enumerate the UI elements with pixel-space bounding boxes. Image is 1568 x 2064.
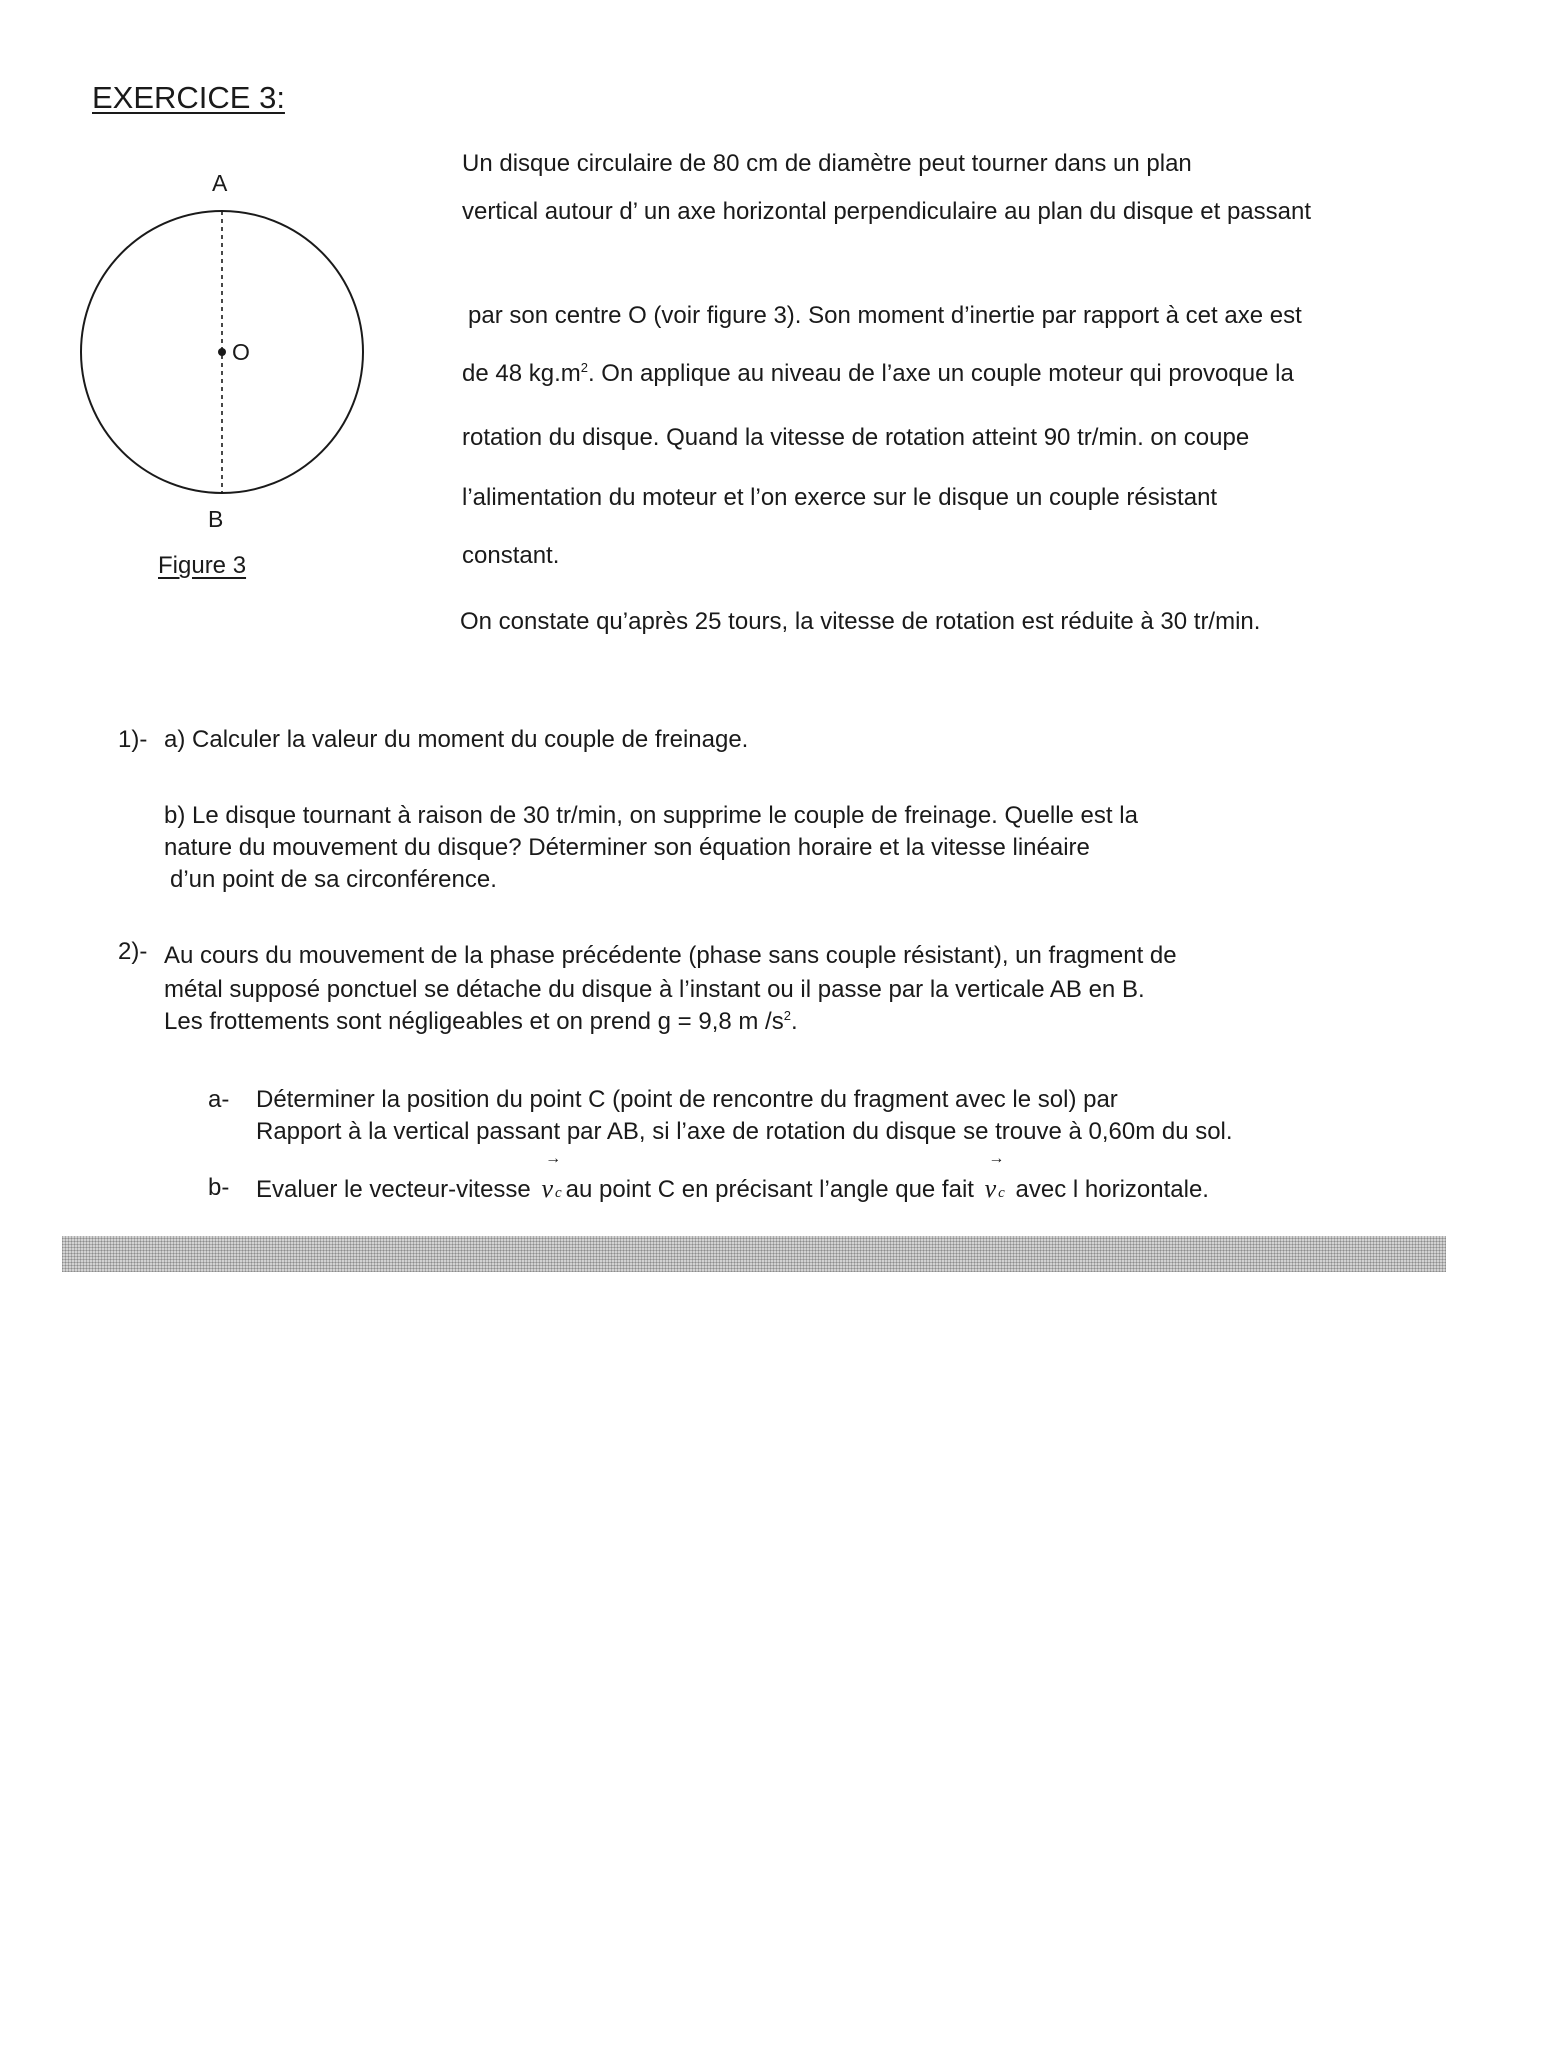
q2-line-gravity	[164, 1008, 798, 1036]
q1-a: a) Calculer la valeur du moment du couple de freinage.	[164, 726, 749, 753]
label-b: B	[208, 506, 224, 532]
vector-subscript: c	[555, 1185, 562, 1201]
statement-line: vertical autour d’ un axe horizontal perpendiculaire au plan du disque et passant	[462, 198, 1311, 225]
q2-b-text: au point C en précisant l’angle que fait	[565, 1176, 974, 1203]
q2-text: Les frottements sont négligeables et on prend g = 9,8 m /s	[164, 1008, 784, 1035]
q2-a-label: a-	[208, 1086, 230, 1113]
statement-text: . On applique au niveau de l’axe un couple moteur qui provoque la	[587, 360, 1294, 387]
vector-symbol: v	[984, 1174, 997, 1203]
statement-line: constant.	[462, 542, 560, 569]
exercise-title: EXERCICE 3:	[92, 80, 285, 115]
statement-line: Un disque circulaire de 80 cm de diamètre peut tourner dans un plan	[462, 150, 1192, 177]
q2-number: 2)-	[118, 938, 148, 965]
q1-number: 1)-	[118, 726, 148, 753]
q2-b-text: Evaluer le vecteur-vitesse	[256, 1176, 531, 1203]
q2-a-line: Rapport à la vertical passant par AB, si l’axe de rotation du disque se trouve à 0,60m du sol.	[256, 1118, 1233, 1145]
statement-line-inertia	[462, 360, 1294, 388]
label-a: A	[212, 170, 228, 196]
q2-line: Au cours du mouvement de la phase précédente (phase sans couple résistant), un fragment de	[164, 942, 1177, 969]
vector-arrow-icon: →	[545, 1150, 562, 1167]
q2-a-line: Déterminer la position du point C (point de rencontre du fragment avec le sol) par	[256, 1086, 1118, 1113]
statement-line: l’alimentation du moteur et l’on exerce sur le disque un couple résistant	[462, 484, 1218, 511]
q1-b-line: nature du mouvement du disque? Déterminer son équation horaire et la vitesse linéaire	[164, 834, 1090, 861]
velocity-vector-vc	[984, 1150, 1005, 1204]
q2-b-line	[256, 1150, 1209, 1204]
statement-line: On constate qu’après 25 tours, la vitesse de rotation est réduite à 30 tr/min.	[460, 608, 1261, 635]
shaded-separator-band	[62, 1236, 1446, 1272]
q1-b-line: b) Le disque tournant à raison de 30 tr/min, on supprime le couple de freinage. Quelle est la	[164, 802, 1138, 829]
superscript: 2	[580, 360, 588, 375]
statement-line: par son centre O (voir figure 3). Son moment d’inertie par rapport à cet axe est	[468, 302, 1302, 329]
vector-subscript: c	[998, 1185, 1005, 1201]
q2-b-label: b-	[208, 1174, 230, 1201]
label-o: O	[232, 339, 250, 365]
vector-symbol: v	[541, 1174, 553, 1203]
superscript: 2	[783, 1008, 791, 1023]
velocity-vector-vc	[541, 1150, 562, 1204]
figure-caption: Figure 3	[158, 552, 247, 579]
q2-b-text: avec l horizontale.	[1015, 1176, 1209, 1203]
statement-text: de 48 kg.m	[462, 360, 581, 387]
q1-b-line: d’un point de sa circonférence.	[170, 866, 497, 893]
q2-text: .	[790, 1008, 798, 1035]
vector-arrow-icon: →	[988, 1150, 1005, 1167]
statement-line: rotation du disque. Quand la vitesse de rotation atteint 90 tr/min. on coupe	[462, 424, 1250, 451]
q2-line: métal supposé ponctuel se détache du disque à l’instant ou il passe par la verticale AB en B.	[164, 976, 1145, 1003]
center-point-o	[218, 348, 226, 356]
